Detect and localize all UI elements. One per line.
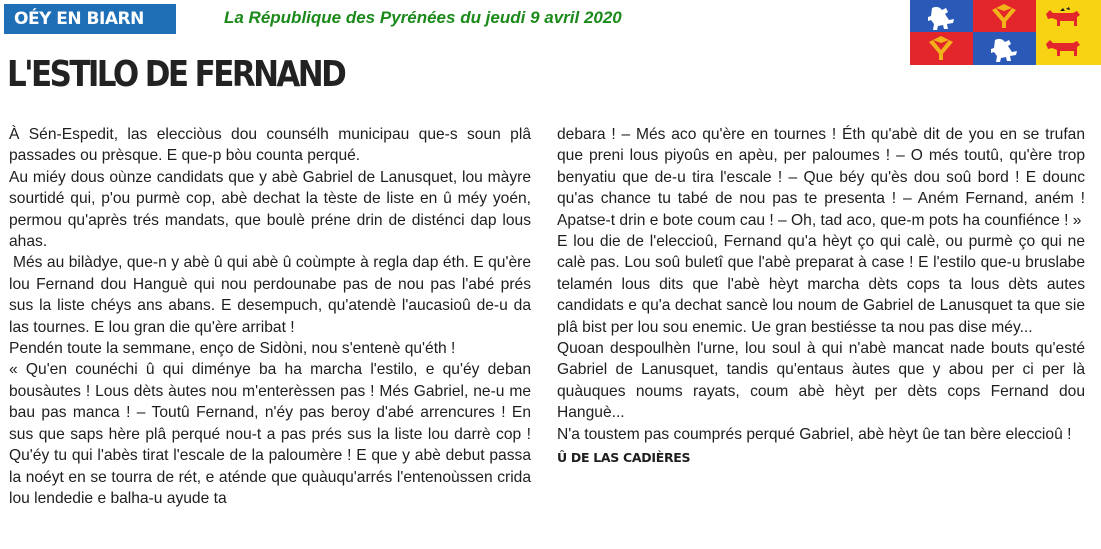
paragraph: Més au bilàdye, que-n y abè û qui abè û coùmpte à regla dap éth. E qu'ère lou Fernand dou Hanguè qui nou perdounabe pas de nou pas l'abé prés sus la liste chéys ans abans. E desempuch, qu'atendè l'aucasioû de-u da las tournes. E lou gran die qu'ère arribat ! bbox=[9, 254, 531, 336]
paragraph: Pendén toute la semmane, enço de Sidòni, nou s'entenè qu'éth ! bbox=[9, 340, 456, 358]
paragraph: N'a toustem pas coumprés perqué Gabriel, abè hèyt ûe tan bère eleccioû ! bbox=[557, 425, 1072, 443]
paragraph: « Qu'en counéchi û qui diménye ba ha marcha l'estilo, e qu'éy deban bousàutes ! Lous dèts àutes nou m'enterèssen pas ! Més Gabriel, ne-u me bau pas manca ! – Toutû Fernand, n'éy pas beroy d'abé arrencures ! En sus que saps hère plâ perqué nou-t a pas prés sus la liste lou darrè cop ! Qu'éy tu qui l'abès tirat l'escale de la paloumère ! E que y abè debut passa la noéyt en se tourra de rét, e aténde que quàuqu'arrés l'entenoùssen crida lou lendedie e balha-u ayude ta bbox=[9, 361, 531, 507]
flag-bearn-yellow bbox=[1036, 0, 1101, 65]
paragraph: Quoan despoulhèn l'urne, lou soul à qui n'abè mancat nade bouts qu'esté Gabriel de Lanusquet, tandis qu'entaus àutes que y abou per ci per là quàuques noums rayats, coum abè hèyt per dèts cops Fernand dou Hanguè... bbox=[557, 340, 1085, 422]
paragraph: Au miéy dous oùnze candidats que y abè Gabriel de Lanusquet, lou màyre sourtidé qui, p'ou purmè cop, abè dechat la tèste de liste en û méy yoén, permou qu'après trés mandats, que boulè préne drin de disténci dap lous ahas. bbox=[9, 168, 531, 251]
paragraph: debara ! – Més aco qu'ère en tournes ! Éth qu'abè dit de you en se trufan que preni lous piyoûs en apèu, per paloumes ! – O més toutû, qu'ère trop benyatiu que de-u tira l'escale ! – Que béy qu'ès dou soû bord ! E dounc qu'as chance tu tabé de nou pas te presenta ! – Aném Fernand, aném ! Apatse-t drin e bote coum cau ! – Oh, tad aco, que-m pots ha counfiénce ! » bbox=[557, 126, 1085, 229]
article-column-2 bbox=[557, 124, 1085, 469]
article-signature: Û DE LAS CADIÈRES bbox=[557, 450, 691, 466]
paragraph: À Sén-Espedit, las elecciòus dou counsélh municipau que-s soun plâ passades ou prèsque. E que-p bòu counta perqué. bbox=[9, 126, 531, 165]
source-line: La République des Pyrénées du jeudi 9 avril 2020 bbox=[224, 8, 622, 27]
bearn-bigorre-flag-icon bbox=[910, 0, 1101, 65]
section-tag: OÉY EN BIARN bbox=[4, 4, 176, 34]
paragraph: E lou die de l'eleccioû, Fernand qu'a hèyt ço qui calè, ou purmè ço qui ne calè pas. Lou soû buletî que l'abè preparat à case ! E l'estilo que-u bruslabe telamén lous dits que l'abè hèyt marcha dèts cops ta lous dèts autes candidats e qu'a dechat sancè lou noum de Gabriel de Lanusquet ta que sie plâ bist per lou sou enemic. Ue gran bestiésse ta nou pas dise méy... bbox=[557, 233, 1085, 336]
article-column-1 bbox=[9, 124, 531, 509]
article-title: L'ESTILO DE FERNAND bbox=[7, 54, 345, 95]
